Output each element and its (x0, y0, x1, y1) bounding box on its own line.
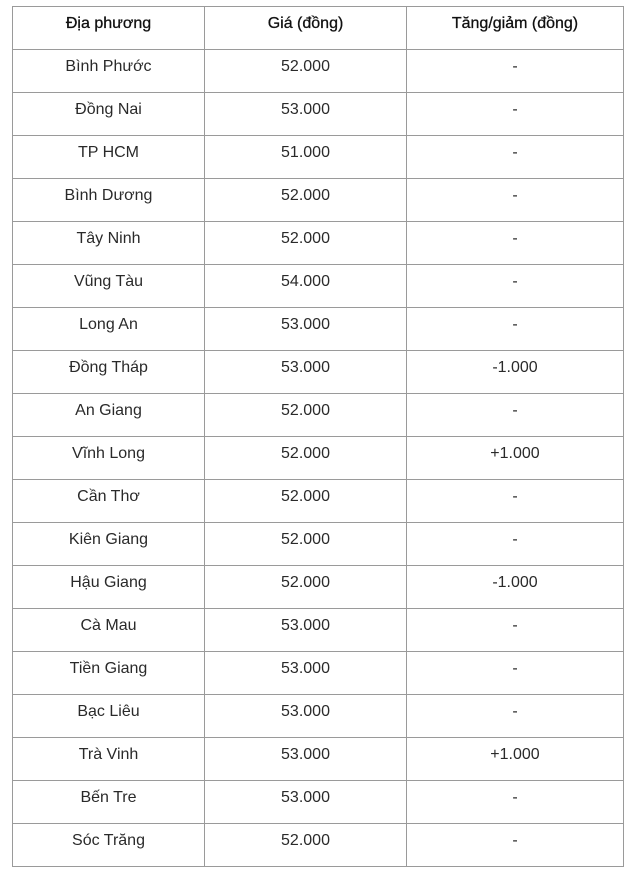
cell-change: - (407, 222, 624, 265)
cell-price: 52.000 (205, 50, 407, 93)
cell-region: Bạc Liêu (13, 695, 205, 738)
header-region: Địa phương (13, 7, 205, 50)
cell-price: 53.000 (205, 308, 407, 351)
table-row (13, 523, 624, 566)
table-row (13, 179, 624, 222)
table-row (13, 781, 624, 824)
cell-region: Trà Vinh (13, 738, 205, 781)
cell-change: -1.000 (407, 351, 624, 394)
cell-change: - (407, 480, 624, 523)
header-row (13, 7, 624, 50)
cell-change: - (407, 50, 624, 93)
table-row (13, 394, 624, 437)
table-row (13, 437, 624, 480)
header-price: Giá (đồng) (205, 7, 407, 50)
cell-region: Bến Tre (13, 781, 205, 824)
cell-change: - (407, 179, 624, 222)
cell-change: - (407, 695, 624, 738)
table-row (13, 738, 624, 781)
cell-change: - (407, 308, 624, 351)
cell-region: Đồng Tháp (13, 351, 205, 394)
cell-change: - (407, 136, 624, 179)
table-row (13, 351, 624, 394)
cell-price: 52.000 (205, 523, 407, 566)
table-header (13, 7, 624, 50)
cell-region: TP HCM (13, 136, 205, 179)
cell-region: Long An (13, 308, 205, 351)
cell-price: 52.000 (205, 566, 407, 609)
cell-region: Cần Thơ (13, 480, 205, 523)
cell-change: - (407, 394, 624, 437)
header-change: Tăng/giảm (đồng) (407, 7, 624, 50)
cell-region: Bình Phước (13, 50, 205, 93)
cell-change: - (407, 652, 624, 695)
cell-change: -1.000 (407, 566, 624, 609)
cell-price: 53.000 (205, 351, 407, 394)
cell-change: - (407, 781, 624, 824)
cell-price: 53.000 (205, 609, 407, 652)
table-row (13, 824, 624, 867)
cell-price: 52.000 (205, 480, 407, 523)
table-row (13, 566, 624, 609)
cell-region: Đồng Nai (13, 93, 205, 136)
table-row (13, 136, 624, 179)
cell-price: 53.000 (205, 781, 407, 824)
table-row (13, 695, 624, 738)
cell-price: 53.000 (205, 93, 407, 136)
table-body (13, 50, 624, 867)
table-row (13, 308, 624, 351)
cell-price: 52.000 (205, 824, 407, 867)
cell-region: Sóc Trăng (13, 824, 205, 867)
price-table (12, 6, 624, 867)
cell-price: 52.000 (205, 437, 407, 480)
table-row (13, 652, 624, 695)
cell-price: 52.000 (205, 394, 407, 437)
table-row (13, 93, 624, 136)
cell-region: Vĩnh Long (13, 437, 205, 480)
cell-region: Tiền Giang (13, 652, 205, 695)
cell-change: +1.000 (407, 738, 624, 781)
cell-price: 53.000 (205, 695, 407, 738)
cell-change: - (407, 609, 624, 652)
cell-change: - (407, 523, 624, 566)
cell-change: - (407, 265, 624, 308)
table-row (13, 265, 624, 308)
cell-region: Cà Mau (13, 609, 205, 652)
cell-region: Kiên Giang (13, 523, 205, 566)
cell-price: 54.000 (205, 265, 407, 308)
cell-region: Vũng Tàu (13, 265, 205, 308)
cell-price: 52.000 (205, 222, 407, 265)
table-row (13, 480, 624, 523)
table-row (13, 222, 624, 265)
cell-change: +1.000 (407, 437, 624, 480)
table-row (13, 50, 624, 93)
cell-region: An Giang (13, 394, 205, 437)
cell-price: 53.000 (205, 738, 407, 781)
cell-change: - (407, 93, 624, 136)
cell-region: Tây Ninh (13, 222, 205, 265)
cell-region: Bình Dương (13, 179, 205, 222)
cell-price: 51.000 (205, 136, 407, 179)
cell-price: 53.000 (205, 652, 407, 695)
table-row (13, 609, 624, 652)
cell-price: 52.000 (205, 179, 407, 222)
cell-region: Hậu Giang (13, 566, 205, 609)
cell-change: - (407, 824, 624, 867)
